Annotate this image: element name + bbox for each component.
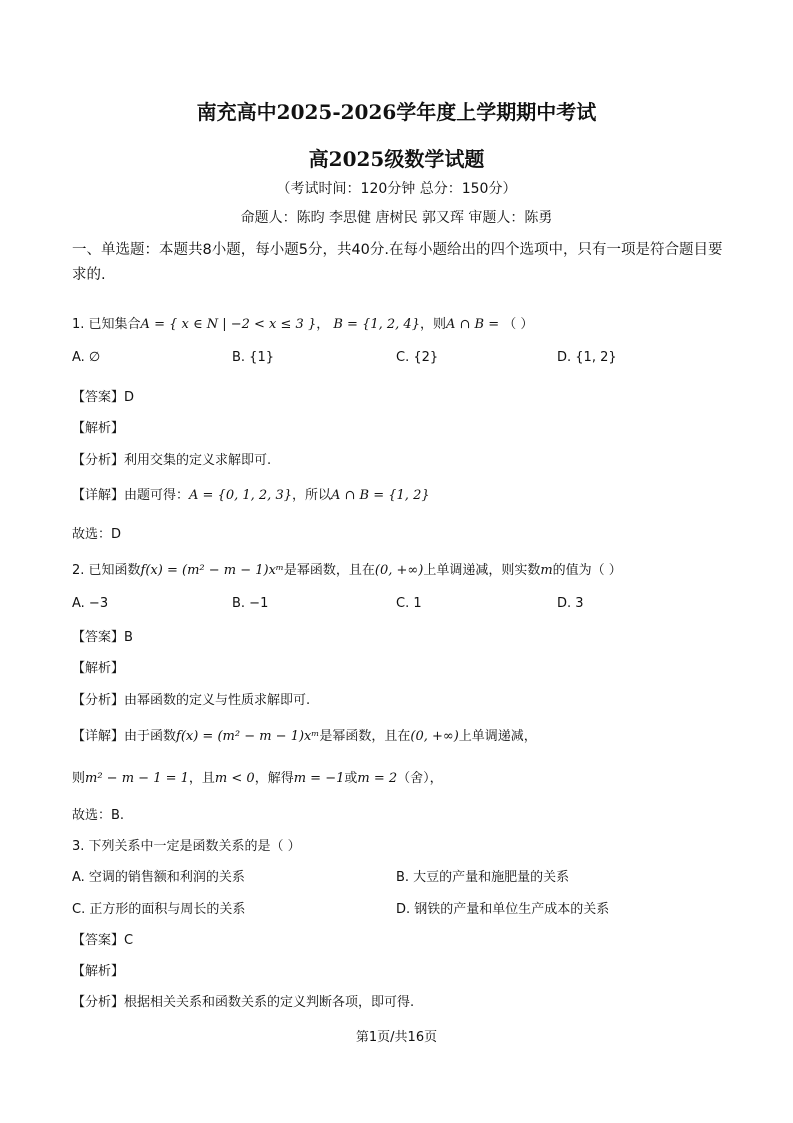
- q1-option-c: C. {2}: [396, 350, 439, 365]
- exam-subtitle: 高2025级数学试题: [308, 147, 485, 171]
- q1-option-a: A. ∅: [72, 350, 101, 365]
- q2-suffix: 的值为（ ）: [552, 563, 622, 578]
- q2-fenxi: 【分析】由幂函数的定义与性质求解即可.: [72, 693, 311, 708]
- q2-detail-prefix: 【详解】由于函数: [72, 729, 177, 744]
- q2-interval: (0, +∞): [374, 563, 424, 578]
- page-footer: 第1页/共16页: [355, 1030, 438, 1045]
- q2-func: f(x) = (m² − m − 1)xᵐ: [140, 563, 284, 578]
- exam-info: （考试时间：120分钟 总分：150分）: [276, 181, 517, 197]
- q1-option-d: D. {1, 2}: [557, 350, 617, 365]
- q1-comma: ，: [316, 317, 330, 332]
- q2-detail: [72, 725, 537, 744]
- question-3-stem: 3. 下列关系中一定是函数关系的是（ ）: [72, 839, 301, 854]
- q3-answer: 【答案】C: [72, 933, 134, 948]
- q2-option-a: A. −3: [72, 596, 109, 611]
- q2-line2-eq: m² − m − 1 = 1: [85, 771, 189, 786]
- q1-expr: A ∩ B =: [446, 317, 500, 332]
- q1-fenxi: 【分析】利用交集的定义求解即可.: [72, 453, 272, 468]
- q3-option-d: D. 钢铁的产量和单位生产成本的关系: [396, 902, 610, 917]
- q2-line2-cond: m < 0: [214, 771, 255, 786]
- q3-fenxi: 【分析】根据相关关系和函数关系的定义判断各项，即可得.: [72, 995, 415, 1010]
- q2-mid2: 上单调递减，则实数: [423, 563, 541, 578]
- q1-option-b: B. {1}: [232, 350, 274, 365]
- q2-detail-interval: (0, +∞): [410, 729, 459, 744]
- q2-line2-prefix: 则: [72, 771, 86, 786]
- q2-detail-suffix: 上单调递减，: [458, 729, 537, 744]
- q1-analysis-label: 【解析】: [72, 421, 125, 436]
- q1-detail-mid: ，所以: [291, 488, 331, 503]
- question-1-stem: [72, 313, 533, 332]
- q1-prefix: 1. 已知集合: [72, 317, 141, 332]
- q2-option-d: D. 3: [557, 596, 584, 611]
- q1-paren: （ ）: [503, 317, 534, 332]
- q2-detail-line2: [72, 767, 443, 786]
- q3-option-b: B. 大豆的产量和施肥量的关系: [396, 870, 570, 885]
- q1-conclusion: 故选：D: [72, 527, 122, 542]
- q1-detail: [72, 484, 430, 503]
- q2-prefix: 2. 已知函数: [72, 563, 141, 578]
- q2-line2-suffix: （舍），: [397, 771, 443, 786]
- q2-analysis-label: 【解析】: [72, 661, 125, 676]
- q2-line2-mid: ，且: [188, 771, 215, 786]
- q2-detail-mid: 是幂函数，且在: [319, 729, 411, 744]
- q2-line2-sol2: m = 2: [357, 771, 398, 786]
- q3-analysis-label: 【解析】: [72, 964, 125, 979]
- q2-line2-or: 或: [344, 771, 358, 786]
- q2-conclusion: 故选：B.: [72, 808, 125, 823]
- q3-option-a: A. 空调的销售额和利润的关系: [72, 870, 245, 885]
- q1-answer: 【答案】D: [72, 390, 135, 405]
- q2-mid: 是幂函数，且在: [283, 563, 375, 578]
- exam-authors: 命题人：陈昀 李思健 唐树民 郭又珲 审题人：陈勇: [240, 210, 553, 226]
- q2-answer: 【答案】B: [72, 630, 133, 645]
- question-2-stem: [72, 559, 622, 578]
- q2-detail-func: f(x) = (m² − m − 1)xᵐ: [176, 729, 320, 744]
- q2-option-c: C. 1: [396, 596, 422, 611]
- q2-line2-sol: m = −1: [293, 771, 345, 786]
- q1-set-a: A = { x ∈ N | −2 < x ≤ 3 }: [140, 317, 317, 332]
- q2-option-b: B. −1: [232, 596, 269, 611]
- q3-option-c: C. 正方形的面积与周长的关系: [72, 902, 246, 917]
- q2-var: m: [540, 563, 553, 578]
- q1-detail-prefix: 【详解】由题可得：: [72, 488, 190, 503]
- q1-set-b: B = {1, 2, 4}: [333, 317, 420, 332]
- q2-line2-mid2: ，解得: [254, 771, 294, 786]
- q1-detail-result: A ∩ B = {1, 2}: [331, 488, 430, 503]
- q1-detail-a: A = {0, 1, 2, 3}: [189, 488, 292, 503]
- exam-title: 南充高中2025-2026学年度上学期期中考试: [196, 100, 597, 124]
- section-heading: 一、单选题：本题共8小题，每小题5分，共40分.在每小题给出的四个选项中，只有一项是符合题目要求的.: [72, 242, 723, 283]
- q1-then: ，则: [419, 317, 446, 332]
